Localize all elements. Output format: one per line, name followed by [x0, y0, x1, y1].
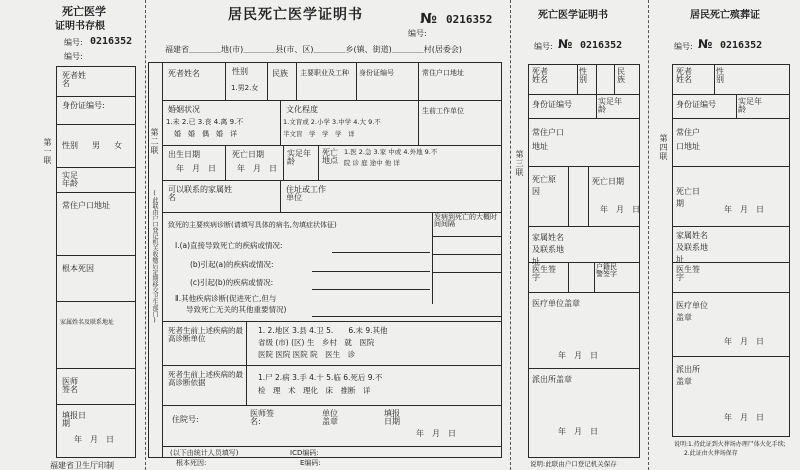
- main-doctor-label: 医师签名:: [250, 409, 274, 427]
- main-diagnosis-other: Ⅱ.其他疾病诊断(促进死亡,但与: [175, 294, 277, 303]
- main-age-label: 实足年龄: [287, 149, 311, 167]
- third-id-label: 身份证编号: [532, 100, 572, 109]
- main-marital-options: 1.未 2.已 3.丧 4.离 9.不: [166, 118, 244, 126]
- fourth-address-label: 常住户口地址: [676, 128, 700, 151]
- fourth-note-2: 2.此证由火葬场保存: [684, 450, 738, 457]
- fourth-name-label: 死者姓名: [676, 67, 692, 85]
- third-note: 说明:此联由户口登记机关保存: [530, 460, 617, 468]
- stub-address-label: 常住户口地址: [62, 201, 110, 210]
- main-basis-label: 死者生前上述疾病的最高诊断依据: [168, 370, 243, 387]
- third-police-label: 户籍民警签字: [596, 263, 617, 279]
- third-police-seal-label: 派出所盖章: [532, 375, 572, 384]
- fourth-part-label: 第四联: [659, 134, 668, 161]
- main-side-note: (此联由户口登记机关收缴后定期移交卫生部门): [151, 190, 158, 324]
- stub-name-label: 死者姓名: [62, 71, 86, 89]
- main-hosp-options-b: 省级 (市) (区) 生 乡村 就 医院: [258, 338, 375, 347]
- main-diagnosis-a: Ⅰ.(a)直接导致死亡的疾病或情况:: [175, 241, 283, 250]
- third-hospital-ymd: 年 月 日: [558, 351, 598, 360]
- main-hosp-level-label: 死者生前上述疾病的最高诊断单位: [168, 326, 243, 343]
- main-fill-date-ymd: 年 月 日: [416, 429, 456, 438]
- stub-part-label: 第一联: [43, 138, 52, 165]
- third-part-label: 第三联: [515, 150, 524, 177]
- fourth-hospital-seal-label: 医疗单位盖章: [676, 301, 708, 322]
- main-interval-heading: 发病到死亡的大概时间间隔: [434, 213, 497, 229]
- main-education-label: 文化程度: [286, 105, 318, 114]
- main-stat-heading: (以下由统计人员填写): [170, 449, 239, 457]
- main-e-code-label: E编码:: [300, 459, 321, 467]
- main-icd-label: ICD编码:: [290, 449, 319, 457]
- fourth-death-date-label: 死亡日期: [676, 187, 700, 208]
- main-serial-label: 编号:: [408, 29, 427, 38]
- third-death-date-label: 死亡日期: [592, 177, 624, 186]
- main-birth-ymd: 年 月 日: [176, 164, 216, 173]
- stub-subtitle: 证明书存根: [55, 21, 105, 32]
- third-doctor-label: 医生签字: [532, 265, 556, 283]
- fourth-title: 居民死亡殡葬证: [690, 10, 760, 21]
- third-serial: 0216352: [580, 40, 623, 51]
- fourth-sex-label: 性别: [716, 67, 724, 85]
- stub-sex-male: 男: [92, 141, 100, 150]
- main-contact-name-label: 可以联系的家属姓名: [168, 185, 232, 203]
- main-education-options: 1.文盲或 2.小学 3.中学 4.大 9.不: [283, 118, 381, 126]
- fourth-police-seal-label: 派出所盖章: [676, 365, 700, 386]
- main-place-options-2: 院 诊 庭 途中 他 详: [344, 159, 400, 167]
- main-diagnosis-heading: 致死的主要疾病诊断(请填写具体的病名,勿填症状体征): [168, 221, 337, 229]
- stub-family-label: 家属姓名及联系地址: [60, 319, 115, 326]
- third-sex-label: 性别: [579, 67, 587, 85]
- third-police-ymd: 年 月 日: [558, 427, 598, 436]
- fourth-hospital-ymd: 年 月 日: [724, 337, 764, 346]
- third-address-label: 常住户口地址: [532, 128, 564, 151]
- main-basis-options-b: 检 理 术 理化 床 推断 详: [258, 386, 371, 395]
- fourth-age-label: 实足年龄: [738, 97, 762, 115]
- main-marital-options-2: 婚 婚 偶 婚 详: [174, 130, 237, 138]
- stub-title: 死亡医学: [62, 5, 106, 18]
- main-root-cause-label: 根本死因:: [176, 459, 207, 467]
- stub-sex-label: 性别: [62, 141, 78, 150]
- stub-doctor-label: 医师签名: [62, 377, 78, 395]
- stub-date-label: 填报日期: [62, 411, 86, 429]
- third-age-label: 实足年龄: [598, 97, 622, 115]
- fourth-serial-no: №: [698, 37, 713, 51]
- main-birth-label: 出生日期: [168, 150, 200, 159]
- main-title: 居民死亡医学证明书: [228, 7, 363, 23]
- third-serial-label: 编号:: [534, 42, 553, 51]
- third-family-label: 家属姓名及联系地址: [532, 233, 564, 266]
- fourth-id-label: 身份证编号: [676, 100, 716, 109]
- stub-date-ymd: 年 月 日: [74, 435, 114, 444]
- main-job-label: 主要职业及工种: [300, 69, 349, 77]
- third-death-ymd: 年 月 日: [600, 205, 640, 214]
- main-region: 福建省＿＿＿＿地(市)＿＿＿＿县(市、区)＿＿＿＿乡(镇、街道)＿＿＿＿村(居委会): [165, 45, 462, 54]
- main-address-label: 常住户口地址: [422, 69, 464, 77]
- main-workplace-label: 生前工作单位: [422, 107, 464, 115]
- main-place-label: 死亡地点: [322, 148, 338, 166]
- third-cause-label: 死亡原因: [532, 175, 556, 196]
- main-part-label: 第二联: [150, 128, 159, 155]
- third-ethnic-label: 民族: [617, 67, 625, 85]
- third-name-label: 死者姓名: [532, 67, 548, 85]
- main-diagnosis-other-2: 导致死亡无关的其他重要情况): [186, 305, 287, 314]
- main-inpatient-label: 住院号:: [172, 415, 199, 424]
- stub-printer: 福建省卫生厅印制: [50, 461, 114, 470]
- main-fill-date-label: 填报日期: [384, 409, 400, 427]
- fourth-serial: 0216352: [720, 40, 763, 51]
- main-serial-no: №: [420, 11, 437, 27]
- stub-sex-female: 女: [114, 141, 122, 150]
- third-serial-no: №: [558, 37, 573, 51]
- main-basis-options-a: 1.尸 2.病 3.手 4.十 5.临 6.死后 9.不: [258, 373, 383, 382]
- main-death-ymd: 年 月 日: [237, 164, 277, 173]
- main-sex-options: 1.男2.女: [231, 84, 259, 92]
- main-diagnosis-c: (c)引起(b)的疾病或情况:: [190, 278, 274, 287]
- main-hosp-options-c: 医院 医院 医院 院 医生 诊: [258, 350, 356, 359]
- main-hosp-options-a: 1. 2.地区 3.县 4.卫 5. 6.未 9.其他: [258, 326, 388, 335]
- main-serial: 0216352: [446, 13, 493, 26]
- stub-serial: 0216352: [90, 36, 133, 47]
- main-death-date-label: 死亡日期: [232, 150, 264, 159]
- main-name-label: 死者姓名: [168, 69, 200, 78]
- fourth-doctor-label: 医生签字: [676, 265, 700, 283]
- main-marital-label: 婚姻状况: [168, 105, 200, 114]
- stub-serial-label: 编号:: [64, 38, 83, 47]
- fourth-note: 说明:1.持此证到火葬场办理尸体火化手续;: [674, 441, 786, 448]
- third-title: 死亡医学证明书: [538, 10, 608, 21]
- main-id-label: 身份证编号: [359, 69, 394, 77]
- fourth-police-ymd: 年 月 日: [724, 413, 764, 422]
- third-hospital-seal-label: 医疗单位盖章: [532, 299, 580, 308]
- main-contact-address-label: 住址或工作单位: [286, 185, 326, 203]
- stub-cause-label: 根本死因: [62, 264, 94, 273]
- fourth-serial-label: 编号:: [674, 42, 693, 51]
- stub-id-label: 身份证编号:: [62, 101, 105, 110]
- fourth-family-label: 家属姓名及联系地址: [676, 231, 708, 264]
- main-diagnosis-b: (b)引起(a)的疾病或情况:: [190, 260, 274, 269]
- main-ethnic-label: 民族: [272, 69, 288, 78]
- main-education-options-2: 半文盲 学 学 学 详: [283, 130, 355, 138]
- fourth-death-ymd: 年 月 日: [724, 205, 764, 214]
- stub-serial-label-2: 编号:: [64, 52, 83, 61]
- stub-age-label: 实足年龄: [62, 171, 78, 189]
- main-place-options: 1.医 2.急 3.家 中或 4.外地 9.不: [344, 148, 438, 156]
- main-unit-label: 单位盖章: [322, 409, 338, 427]
- main-sex-label: 性别: [232, 67, 248, 76]
